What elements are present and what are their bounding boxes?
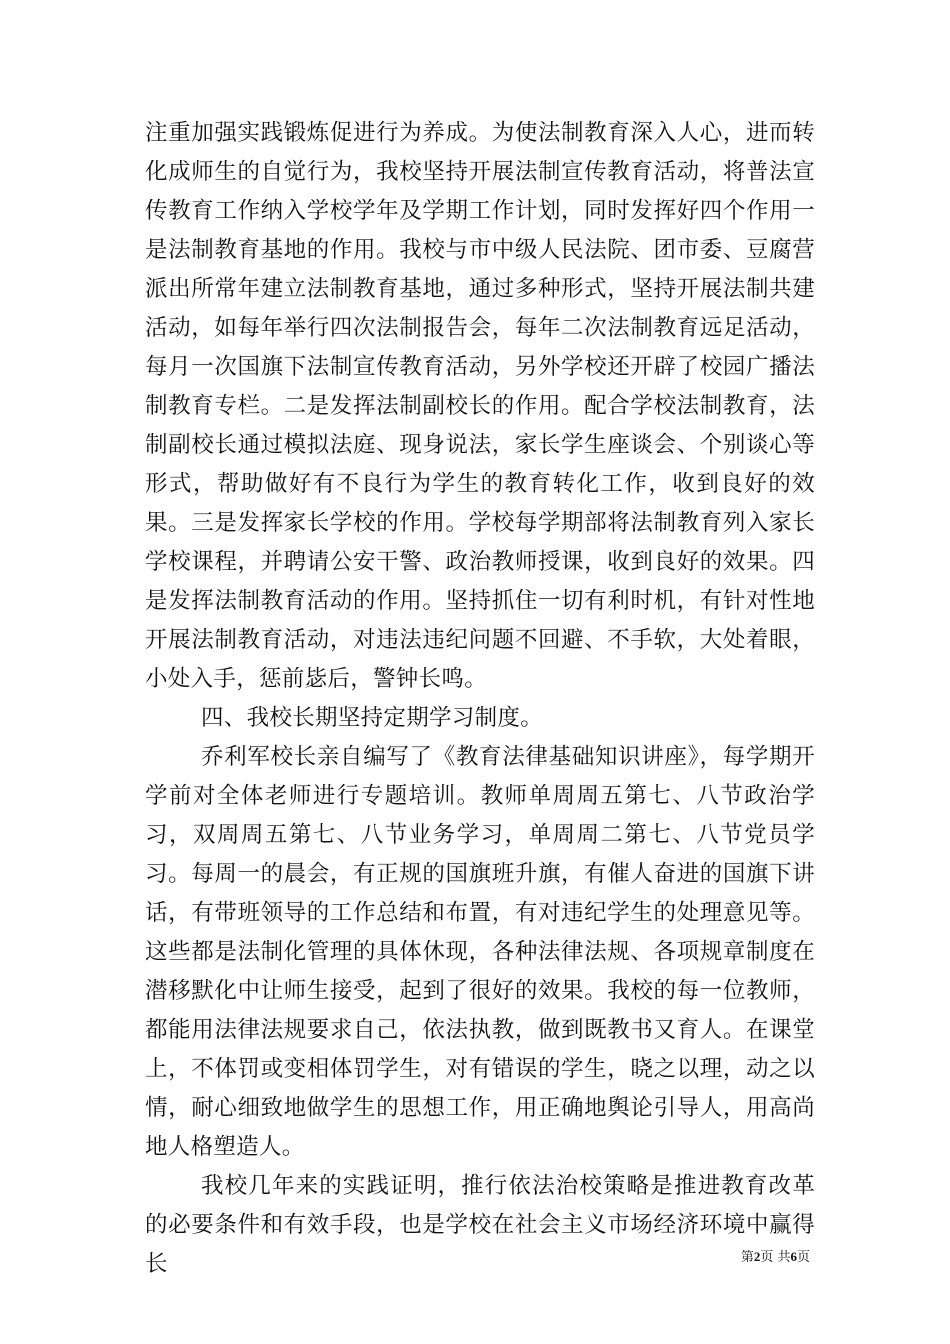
page-footer <box>600 1248 810 1267</box>
footer-middle: 页 共 <box>760 1250 791 1265</box>
current-page-number: 2 <box>753 1249 761 1264</box>
total-page-number: 6 <box>790 1249 797 1264</box>
footer-suffix: 页 <box>796 1250 810 1265</box>
paragraph: 乔利军校长亲自编写了《教育法律基础知识讲座》，每学期开学前对全体老师进行专题培训。教师单周周五第七、八节政治学习，双周周五第七、八节业务学习，单周周二第七、八节党员学习。每周一的晨会，有正规的国旗班升旗，有催人奋进的国旗下讲话，有带班领导的工作总结和布置，有对违纪学生的处理意见等。这些都是法制化管理的具体休现，各种法律法规、各项规章制度在潜移默化中让师生接受，起到了很好的效果。我校的每一位教师，都能用法律法规要求自己，依法执教，做到既教书又育人。在课堂上，不体罚或变相体罚学生，对有错误的学生，晓之以理，动之以情，耐心细致地做学生的思想工作，用正确地舆论引导人，用高尚地人格塑造人。 <box>145 744 815 1160</box>
footer-prefix: 第 <box>740 1250 754 1265</box>
section-heading: 四、我校长期坚持定期学习制度。 <box>201 705 544 731</box>
document-body <box>145 114 815 1284</box>
paragraph: 我校几年来的实践证明，推行依法治校策略是推进教育改革的必要条件和有效手段，也是学校在社会主义市场经济环境中赢得长 <box>145 1173 815 1277</box>
paragraph-continued: 注重加强实践锻炼促进行为养成。为使法制教育深入人心，进而转化成师生的自觉行为，我校坚持开展法制宣传教育活动，将普法宣传教育工作纳入学校学年及学期工作计划，同时发挥好四个作用一是法制教育基地的作用。我校与市中级人民法院、团市委、豆腐营派出所常年建立法制教育基地，通过多种形式，坚持开展法制共建活动，如每年举行四次法制报告会，每年二次法制教育远足活动，每月一次国旗下法制宣传教育活动，另外学校还开辟了校园广播法制教育专栏。二是发挥法制副校长的作用。配合学校法制教育，法制副校长通过模拟法庭、现身说法，家长学生座谈会、个别谈心等形式，帮助做好有不良行为学生的教育转化工作，收到良好的效果。三是发挥家长学校的作用。学校每学期部将法制教育列入家长学校课程，并聘请公安干警、政治教师授课，收到良好的效果。四是发挥法制教育活动的作用。坚持抓住一切有利时机，有针对性地开展法制教育活动，对违法违纪问题不回避、不手软，大处着眼，小处入手，惩前毖后，警钟长鸣。 <box>145 120 815 692</box>
